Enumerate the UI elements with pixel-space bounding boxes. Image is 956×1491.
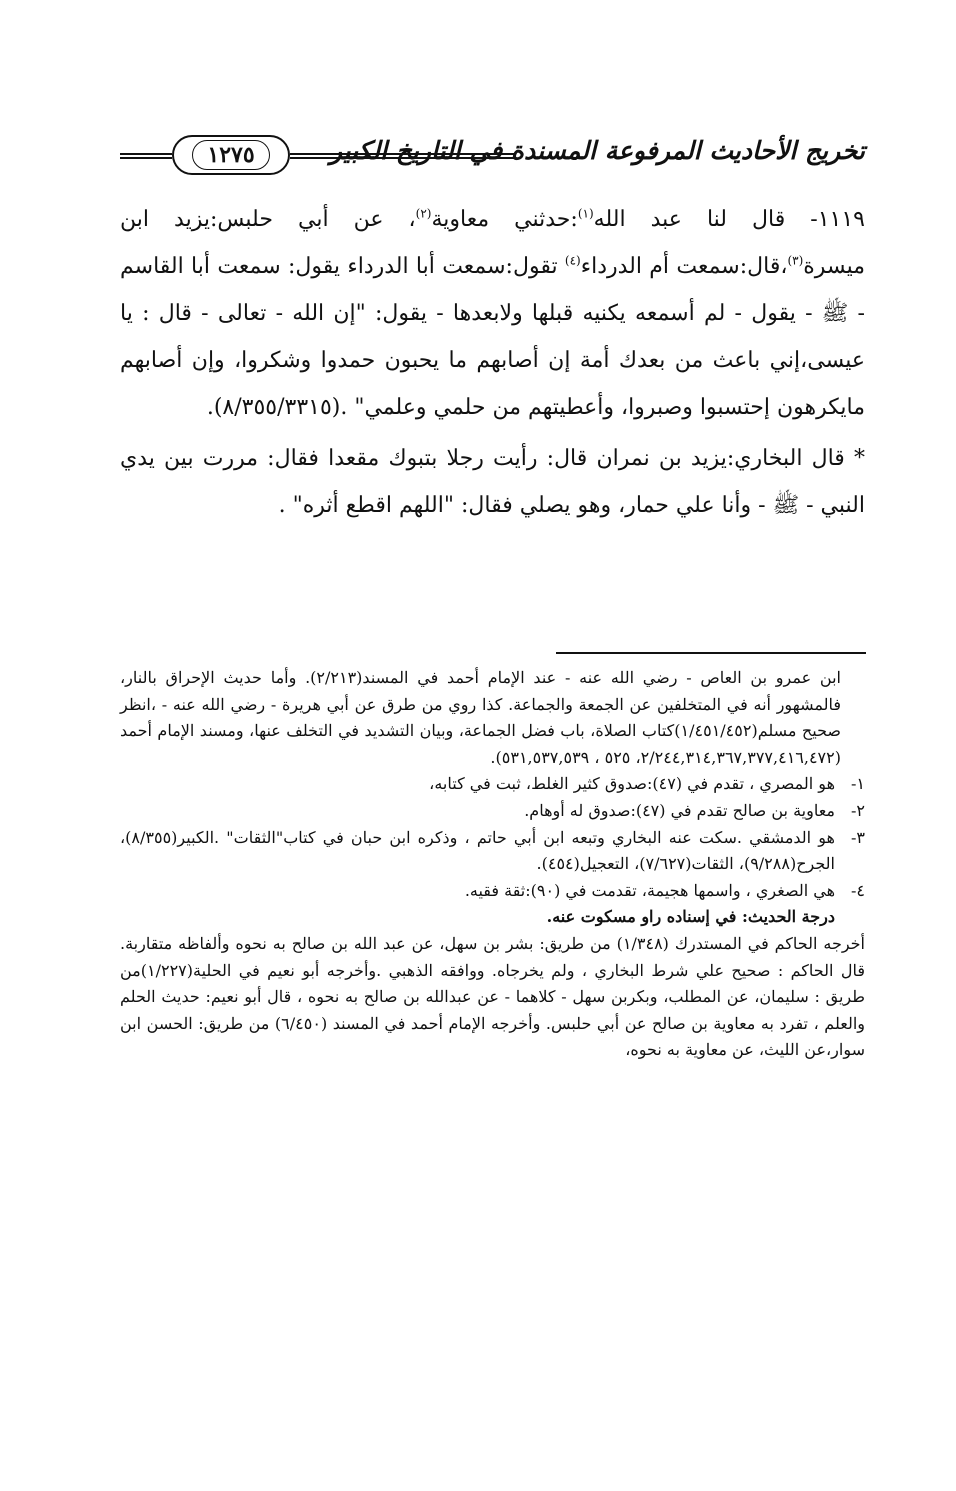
hadith-grade: درجة الحديث: في إسناده راو مسكوت عنه.	[546, 907, 835, 927]
footnotes	[120, 665, 865, 1064]
hadith-paragraph	[120, 196, 865, 431]
page-number-badge	[172, 135, 290, 175]
footnote-ref-3[interactable]: (٣)	[787, 253, 804, 268]
hadith-text: :حدثني معاوية	[431, 207, 578, 232]
header-rule	[120, 153, 172, 159]
hadith-text: تقول:سمعت أبا الدرداء يقول: سمعت أبا القاسم - ﷺ - يقول - لم أسمعه يكنيه قبلها ولابعدها - يقول: "إن الله - تعالى - قال : يا عيسى،إني باعث من بعدك أمة إن أصابهم ما يحبون حمدوا وشكروا، وإن أصابهم مايكرهون إحتسبوا وصبروا، وأعطيتهم من حلمي وعلمي" .(٨/٣٥٥/٣٣١٥).	[120, 254, 865, 420]
footnote-item	[120, 825, 865, 878]
footnote-number: ١-	[851, 774, 865, 794]
footnote-ref-4[interactable]: (٤)	[564, 253, 581, 268]
footnote-ref-2[interactable]: (٢)	[415, 206, 432, 221]
footnote-item	[120, 798, 865, 825]
takhrij-paragraph: أخرجه الحاكم في المستدرك (١/٣٤٨) من طريق: بشر بن سهل، عن عبد الله بن صالح به نحوه وألفاظه متقاربة. قال الحاكم : صحيح علي شرط البخاري ، ولم يخرجاه. ووافقه الذهبي .وأخرجه أبو نعيم في الحلية(١/٢٢٧)من طريق : سليمان، عن المطلب، وبكربن سهل - كلاهما - عن عبدالله بن صالح به نحوه ، قال أبو نعيم: حديث الحلم والعلم ، تفرد به معاوية بن صالح عن أبي حلبس. وأخرجه الإمام أحمد في المسند (٦/٤٥٠) من طريق: الحسن ابن سوار،عن الليث، عن معاوية به نحوه،	[120, 933, 866, 1060]
footnote-ref-1[interactable]: (١)	[577, 206, 594, 221]
footnote-item	[120, 771, 865, 798]
main-text	[120, 196, 865, 529]
page-number: ١٢٧٥	[192, 140, 269, 170]
hadith-text: ،قال:سمعت أم الدرداء	[580, 254, 788, 279]
footnote-continuation: ابن عمرو بن العاص - رضي الله عنه - عند الإمام أحمد في المسند(٢/٢١٣). وأما حديث الإحراق بالنار، فالمشهور أنه في المتخلفين عن الجمعة والجماعة. كذا روي من طرق عن أبي هريرة - رضي الله عنه - ،انظر صحيح مسلم(١/٤٥١/٤٥٢)كتاب الصلاة، باب فضل الجماعة، وبيان التشديد في التخلف عنها، ومسند الإمام أحمد (٢/٢٤٤,٣١٤,٣٦٧,٣٧٧,٤١٦,٤٧٢، ٥٢٥ ، ٥٣١,٥٣٧,٥٣٩).	[120, 668, 842, 767]
bukhari-paragraph: * قال البخاري:يزيد بن نمران قال: رأيت رجلا بتبوك مقعدا فقال: مررت بين يدي النبي - ﷺ - وأنا علي حمار، وهو يصلي فقال: "اللهم اقطع أثره" .	[120, 446, 865, 518]
running-title: تخريج الأحاديث المرفوعة المسندة في التاريخ الكبير	[329, 136, 865, 165]
page-header	[120, 132, 865, 184]
footnote-text: هو المصري ، تقدم في (٤٧):صدوق كثير الغلط، ثبت في كتابه،	[429, 774, 835, 794]
header-rule	[290, 153, 515, 159]
footnote-number: ٤-	[851, 880, 865, 900]
footnote-item	[120, 878, 865, 905]
footnote-text: معاوية بن صالح تقدم في (٤٧):صدوق له أوهام.	[524, 800, 835, 820]
footnote-number: ٢-	[851, 800, 865, 820]
hadith-text: ١١١٩- قال لنا عبد الله	[593, 207, 865, 232]
footnote-text: هو الدمشقي .سكت عنه البخاري وتبعه ابن أبي حاتم ، وذكره ابن حبان في كتاب"الثقات" .الكبير(٨/٣٥٥)، الجرح(٩/٢٨٨)، الثقات(٧/٦٢٧)، التعجيل(٤٥٤).	[120, 827, 835, 874]
footnote-text: هي الصغري ، واسمها هجيمة، تقدمت في (٩٠):ثقة فقيه.	[464, 880, 835, 900]
footnote-divider	[556, 652, 866, 654]
hadith-text: ، عن أبي حلبس:يزيد ابن ميسرة	[120, 207, 865, 279]
footnote-number: ٣-	[851, 827, 865, 847]
